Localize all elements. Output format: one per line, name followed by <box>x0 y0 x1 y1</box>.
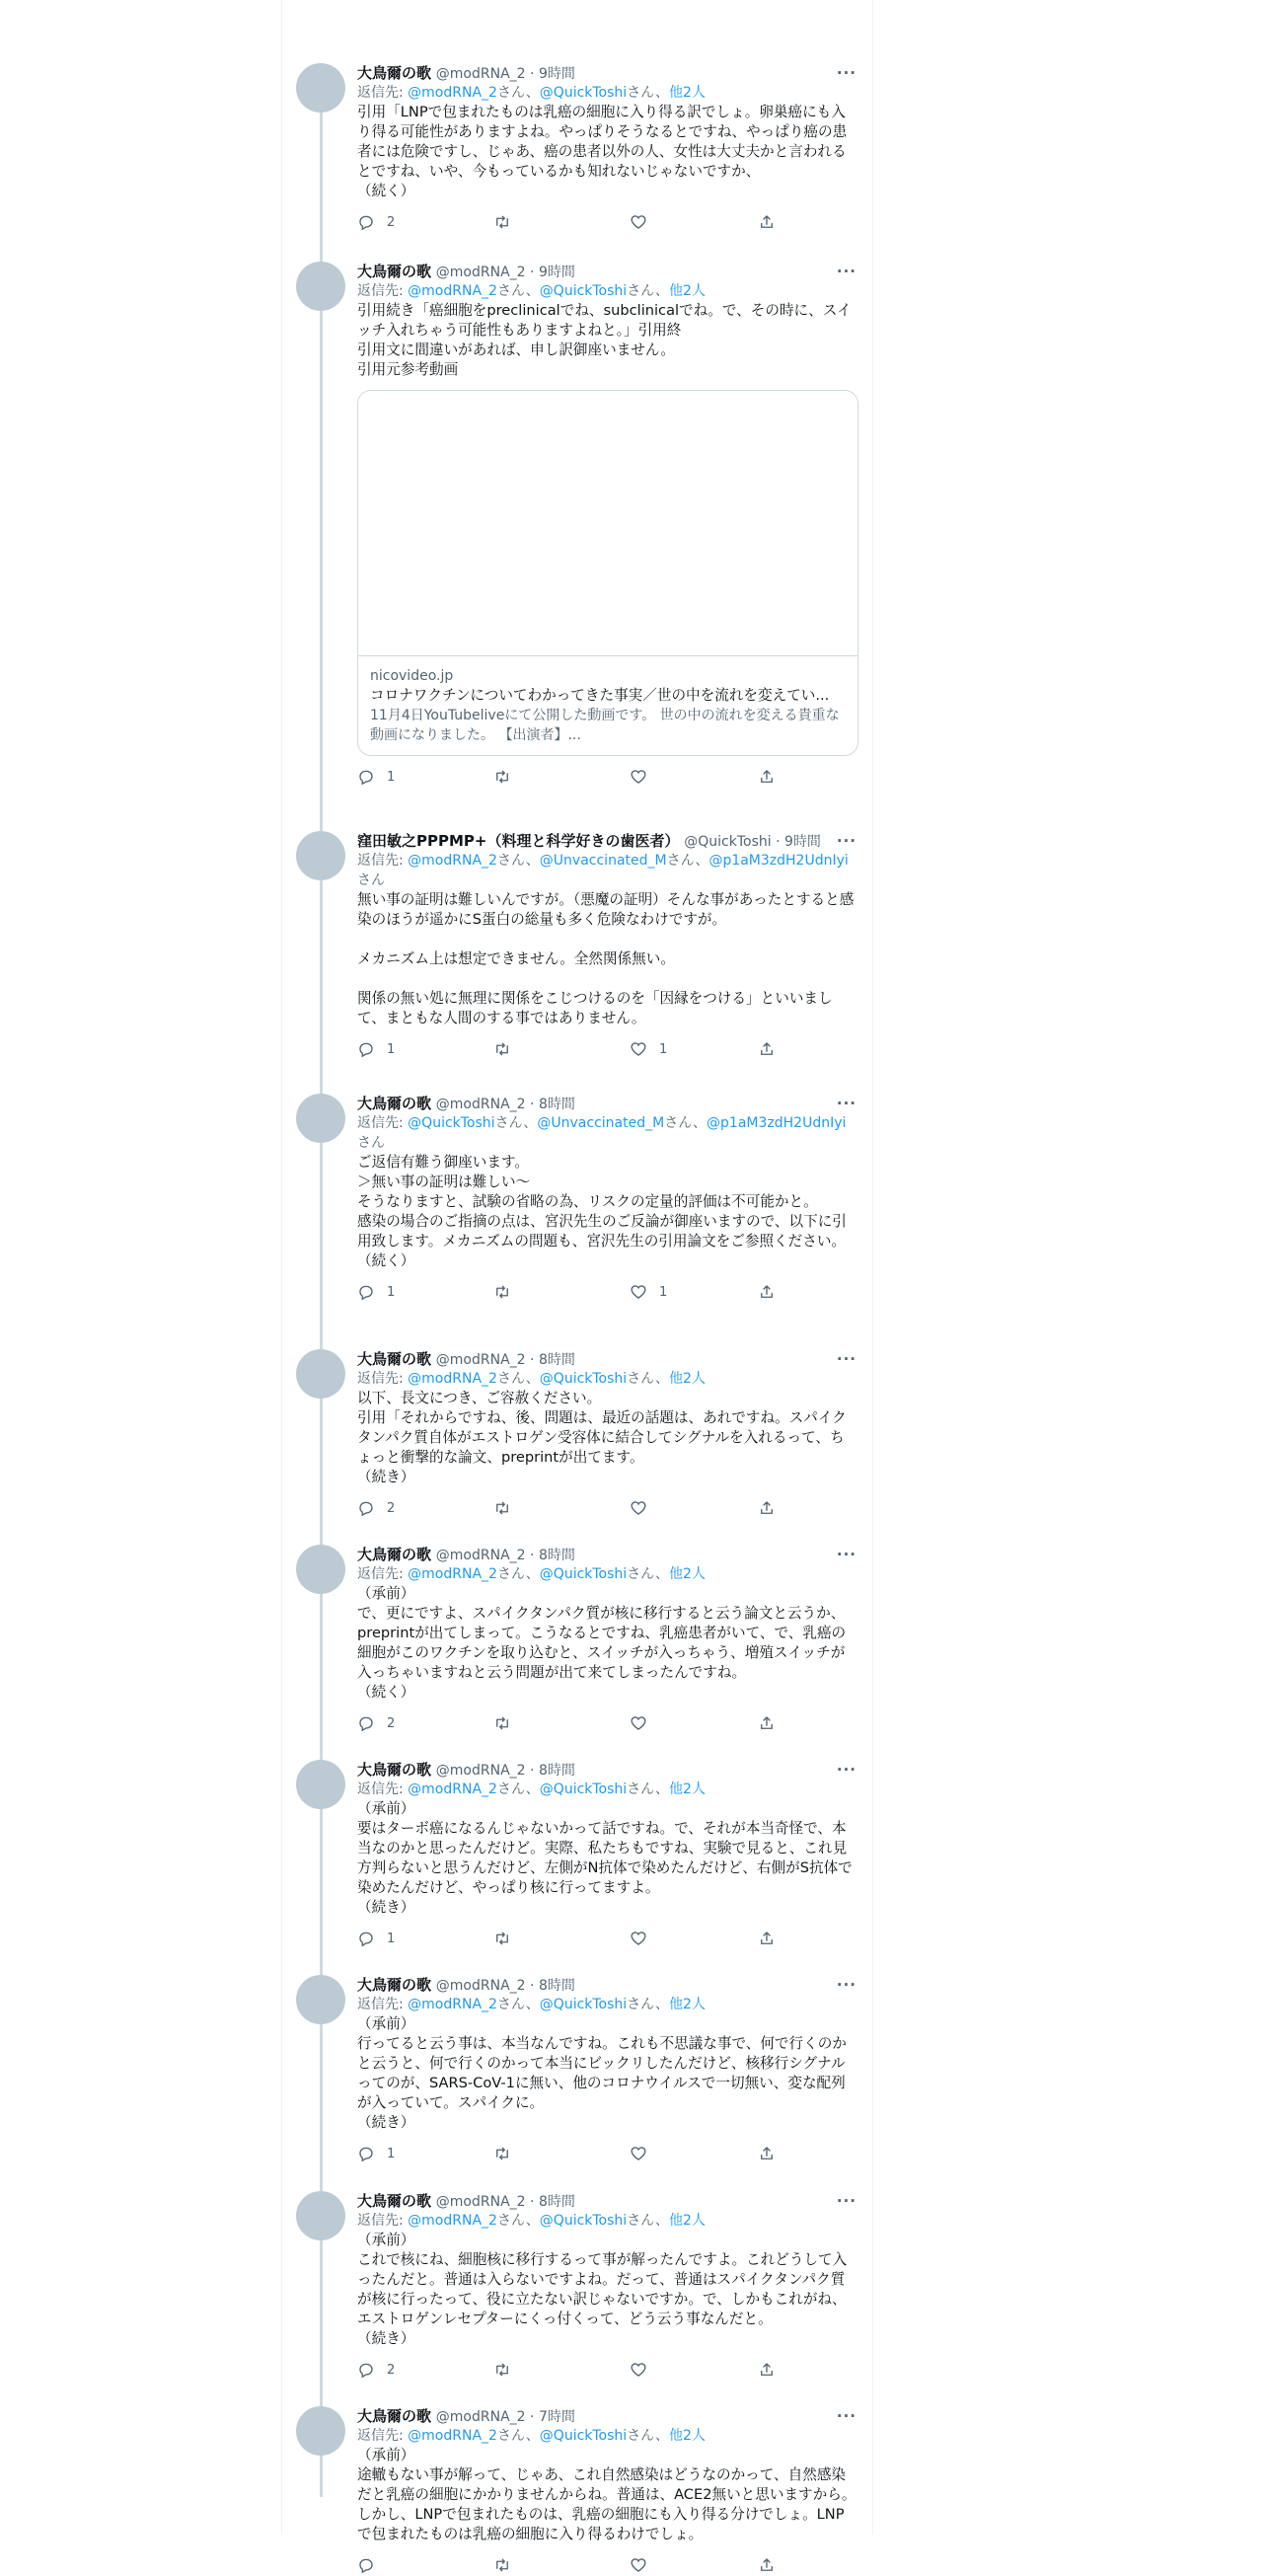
link-card-domain: nicovideo.jp <box>370 668 454 684</box>
retweet-button[interactable] <box>493 2554 523 2576</box>
mention-separator: 、 <box>525 853 540 869</box>
reply-count: 2 <box>387 2362 396 2378</box>
retweet-icon <box>493 213 511 231</box>
more-options-icon[interactable]: ··· <box>836 832 857 850</box>
reply-count: 2 <box>387 214 396 230</box>
mention-link[interactable]: @Unvaccinated_M <box>537 1115 665 1131</box>
link-card-title: コロナワクチンについてわかってきた事実／世の中を流れを変えてい... <box>370 687 830 704</box>
retweet-icon <box>493 1930 511 1947</box>
more-options-icon[interactable]: ··· <box>836 1976 857 1994</box>
mention-suffix: さん <box>496 283 526 299</box>
tweet-actions <box>357 1928 858 1949</box>
timestamp[interactable]: 8時間 <box>538 1763 575 1779</box>
more-options-icon[interactable]: ··· <box>836 263 857 280</box>
share-icon <box>758 213 776 231</box>
share-button[interactable] <box>758 1281 776 1303</box>
share-button[interactable] <box>758 211 776 233</box>
tweet-text: （承前） で、更にですよ、スパイクタンパク質が核に移行すると云う論文と云うか、preprintが出てしまって。こうなるとですね、乳癌患者がいて、で、乳癌の細胞がこのワクチンを取り込むと、スイッチが入っちゃう、増殖スイッチが入っちゃいますねと云う問題が出て来てしまったんですね。 （続く） <box>357 1585 847 1701</box>
share-button[interactable] <box>758 1038 776 1060</box>
heart-icon <box>630 1040 647 1058</box>
mention-suffix: さん <box>496 2213 526 2229</box>
separator-dot: · <box>525 2194 539 2210</box>
share-icon <box>758 768 776 786</box>
others-link[interactable]: 他2人 <box>669 283 706 299</box>
author-name[interactable]: 大鳥爾の歌 <box>357 1095 432 1112</box>
reply-to-label: 返信先: <box>357 1997 409 2012</box>
mention-suffix: さん <box>496 853 526 869</box>
heart-icon <box>630 1930 647 1947</box>
like-button[interactable] <box>630 211 659 233</box>
reply-to-label: 返信先: <box>357 283 409 299</box>
author-name[interactable]: 大鳥爾の歌 <box>357 1350 432 1368</box>
tweet-actions <box>357 1712 858 1734</box>
more-options-icon[interactable]: ··· <box>836 1546 857 1563</box>
separator-dot: · <box>525 1978 539 1994</box>
mention-link[interactable]: @modRNA_2 <box>408 283 497 299</box>
reply-button[interactable] <box>357 211 395 233</box>
retweet-button[interactable] <box>493 1712 523 1734</box>
avatar[interactable] <box>296 262 345 311</box>
tweet-actions <box>357 211 858 233</box>
mention-link[interactable]: @modRNA_2 <box>408 2213 497 2229</box>
share-button[interactable] <box>758 2143 776 2164</box>
share-icon <box>758 2361 776 2379</box>
mention-link[interactable]: @QuickToshi <box>539 1566 628 1582</box>
reply-to-line <box>357 1113 858 1153</box>
share-icon <box>758 1930 776 1947</box>
more-options-icon[interactable]: ··· <box>836 1761 857 1779</box>
author-name[interactable]: 大鳥爾の歌 <box>357 1546 432 1563</box>
mention-link[interactable]: @modRNA_2 <box>408 853 497 869</box>
timestamp[interactable]: 8時間 <box>538 1352 575 1368</box>
reply-to-line <box>357 1995 858 2014</box>
reply-to-line <box>357 281 858 301</box>
heart-icon <box>630 768 647 786</box>
mention-suffix: さん <box>627 1371 656 1387</box>
heart-icon <box>630 2361 647 2379</box>
more-options-icon[interactable]: ··· <box>836 1350 857 1368</box>
tweet-text: 無い事の証明は難しいんですが。（悪魔の証明）そんな事があったとすると感染のほうが遥かにS蛋白の総量も多く危険なわけですが。 メカニズム上は想定できません。全然関係無い。 関係の無い処に無理に関係をこじつけるのを「因縁をつける」といいまして、まともな人間のする事ではありません。 <box>357 891 855 1026</box>
like-button[interactable] <box>630 766 659 788</box>
separator-dot: · <box>771 834 785 850</box>
reply-to-line <box>357 2426 858 2446</box>
separator-dot: · <box>525 2409 539 2425</box>
link-card-description: 11月4日YouTubeliveにて公開した動画です。 世の中の流れを変える貴重な動画になりました。 【出演者】... <box>370 708 840 743</box>
thread-connector-line <box>320 109 323 2497</box>
separator-dot: · <box>525 1548 539 1563</box>
reply-to-line <box>357 1369 858 1389</box>
reply-to-line <box>357 1564 858 1584</box>
share-button[interactable] <box>758 2554 776 2576</box>
timestamp[interactable]: 9時間 <box>538 66 575 82</box>
heart-icon <box>630 2556 647 2574</box>
mention-suffix: さん <box>496 2428 526 2444</box>
retweet-icon <box>493 1714 511 1732</box>
mention-link[interactable]: @modRNA_2 <box>408 1781 497 1797</box>
separator-dot: · <box>525 66 539 82</box>
mention-link[interactable]: @QuickToshi <box>539 2213 628 2229</box>
tweet-actions <box>357 2143 858 2164</box>
mention-suffix: さん <box>627 283 656 299</box>
tweet-text: 以下、長文につき、ご容赦ください。 引用「それからですね、後、問題は、最近の話題は、あれですね。スパイクタンパク質自体がエストロゲン受容体に結合してシグナルを入れるって、ちょっと衝撃的な論文、preprintが出てます。 （続き） <box>357 1390 847 1485</box>
like-button[interactable] <box>630 1497 659 1519</box>
avatar[interactable] <box>296 831 345 880</box>
separator-dot: · <box>525 1352 539 1368</box>
author-handle[interactable]: @QuickToshi <box>684 834 772 850</box>
others-link[interactable]: 他2人 <box>669 1781 706 1797</box>
mention-suffix: さん <box>666 853 696 869</box>
more-options-icon[interactable]: ··· <box>836 1095 857 1112</box>
others-link[interactable]: 他2人 <box>669 1566 706 1582</box>
author-handle[interactable]: @modRNA_2 <box>435 1548 526 1563</box>
heart-icon <box>630 2145 647 2162</box>
mention-separator: 、 <box>655 85 670 101</box>
reply-count: 1 <box>387 1041 396 1057</box>
timestamp[interactable]: 8時間 <box>538 1097 575 1112</box>
author-handle[interactable]: @modRNA_2 <box>435 1097 526 1112</box>
tweet-text: （承前） 要はターボ癌になるんじゃないかって話ですね。で、それが本当奇怪で、本当なのかと思ったんだけど。実際、私たちもですね、実験で見ると、これ見方判らないと思うんだけど、左側がN抗体で染めたんだけど、右側がS抗体で染めたんだけど、やっぱり核に行ってますよ。 （続き） <box>357 1800 853 1916</box>
timestamp[interactable]: 7時間 <box>538 2409 575 2425</box>
mention-suffix: さん <box>496 85 526 101</box>
share-button[interactable] <box>758 766 776 788</box>
retweet-button[interactable] <box>493 1497 523 1519</box>
mention-suffix: さん <box>627 85 656 101</box>
reply-to-label: 返信先: <box>357 1115 409 1131</box>
mention-separator: 、 <box>655 1371 670 1387</box>
mention-link[interactable]: @QuickToshi <box>539 283 628 299</box>
author-handle[interactable]: @modRNA_2 <box>435 1352 526 1368</box>
author-handle[interactable]: @modRNA_2 <box>435 265 526 280</box>
tweet-text: （承前） これで核にね、細胞核に移行するって事が解ったんですよ。これどうして入ったんだと。普通は入らないですよね。だって、普通はスパイクタンパク質が核に行ったって、役に立たない訳じゃないですか。で、しかもこれがね、エストロゲンレセプターにくっ付くって、どう云う事なんだと。 （続き） <box>357 2232 848 2347</box>
tweet-text: （承前） 行ってると云う事は、本当なんですね。これも不思議な事で、何で行くのかと云うと、何で行くのかって本当にビックリしたんだけど、核移行シグナルってのが、SARS-CoV-1に無い、他のコロナウイルスで一切無い、変な配列が入っていて。スパイクに。 （続き） <box>357 2015 847 2131</box>
share-icon <box>758 1499 776 1517</box>
separator-dot: · <box>525 1097 539 1112</box>
retweet-button[interactable] <box>493 2359 523 2381</box>
mention-separator: 、 <box>693 1115 708 1131</box>
reply-to-label: 返信先: <box>357 1371 409 1387</box>
share-icon <box>758 1040 776 1058</box>
reply-to-label: 返信先: <box>357 853 409 869</box>
reply-icon <box>357 1499 375 1517</box>
mention-link[interactable]: @QuickToshi <box>539 1997 628 2012</box>
mention-separator: 、 <box>523 1115 538 1131</box>
like-count: 1 <box>659 1284 668 1300</box>
share-button[interactable] <box>758 2359 776 2381</box>
retweet-icon <box>493 2556 511 2574</box>
mention-link[interactable]: @p1aM3zdH2UdnIyi <box>707 1115 847 1131</box>
retweet-button[interactable] <box>493 2143 523 2164</box>
reply-to-line <box>357 2211 858 2231</box>
author-name[interactable]: 大鳥爾の歌 <box>357 1976 432 1994</box>
share-icon <box>758 2145 776 2162</box>
reply-to-label: 返信先: <box>357 2428 409 2444</box>
retweet-button[interactable] <box>493 211 523 233</box>
author-name[interactable]: 大鳥爾の歌 <box>357 2192 432 2210</box>
mention-separator: 、 <box>695 853 709 869</box>
tweet-actions <box>357 766 858 788</box>
like-button[interactable] <box>630 2143 659 2164</box>
share-button[interactable] <box>758 1928 776 1949</box>
tweet-actions <box>357 2554 858 2576</box>
reply-to-label: 返信先: <box>357 1566 409 1582</box>
reply-icon <box>357 213 375 231</box>
mention-suffix: さん <box>664 1115 694 1131</box>
retweet-button[interactable] <box>493 1281 523 1303</box>
author-name[interactable]: 大鳥爾の歌 <box>357 263 432 280</box>
mention-suffix: さん <box>627 1997 656 2012</box>
mention-separator: 、 <box>525 2428 540 2444</box>
avatar[interactable] <box>296 1349 345 1399</box>
mention-suffix: さん <box>496 1371 526 1387</box>
reply-icon <box>357 768 375 786</box>
tweet-text: ご返信有難う御座います。 ＞無い事の証明は難しい～ そうなりますと、試験の省略の為、リスクの定量的評価は不可能かと。 感染の場合のご指摘の点は、宮沢先生のご反論が御座いますので、以下に引用致します。メカニズムの問題も、宮沢先生の引用論文をご参照ください。 （続く） <box>357 1154 847 1269</box>
author-handle[interactable]: @modRNA_2 <box>435 2194 526 2210</box>
tweet-text: （承前） 途轍もない事が解って、じゃあ、これ自然感染はどうなのかって、自然感染だと乳癌の細胞にかかりませんからね。普通は、ACE2無いと思いますから。しかし、LNPで包まれたものは、乳癌の細胞にも入り得る分けでしょ。LNPで包まれたものは乳癌の細胞に入り得るわけでしょ。 <box>357 2447 857 2542</box>
tweet-actions <box>357 1497 858 1519</box>
retweet-icon <box>493 2361 511 2379</box>
author-handle[interactable]: @modRNA_2 <box>435 1763 526 1779</box>
author-handle[interactable]: @modRNA_2 <box>435 66 526 82</box>
reply-button[interactable] <box>357 2143 395 2164</box>
mention-suffix: さん <box>496 1566 526 1582</box>
reply-button[interactable] <box>357 1038 395 1060</box>
reply-button[interactable] <box>357 1712 395 1734</box>
retweet-icon <box>493 1283 511 1301</box>
share-button[interactable] <box>758 1497 776 1519</box>
mention-link[interactable]: @p1aM3zdH2UdnIyi <box>708 853 849 869</box>
reply-button[interactable] <box>357 2359 395 2381</box>
mention-link[interactable]: @QuickToshi <box>539 1371 628 1387</box>
reply-button[interactable] <box>357 766 395 788</box>
reply-icon <box>357 1714 375 1732</box>
mention-link[interactable]: @modRNA_2 <box>408 1566 497 1582</box>
reply-count: 1 <box>387 2146 396 2161</box>
reply-button[interactable] <box>357 2554 387 2576</box>
mention-separator: 、 <box>525 1371 540 1387</box>
mention-suffix: さん <box>627 2213 656 2229</box>
mention-link[interactable]: @modRNA_2 <box>408 1997 497 2012</box>
others-link[interactable]: 他2人 <box>669 85 706 101</box>
mention-link[interactable]: @Unvaccinated_M <box>539 853 667 869</box>
reply-icon <box>357 1930 375 1947</box>
mention-suffix: さん <box>496 1781 526 1797</box>
author-name[interactable]: 大鳥爾の歌 <box>357 64 432 82</box>
avatar[interactable] <box>296 2406 345 2456</box>
others-link[interactable]: 他2人 <box>669 2213 706 2229</box>
retweet-button[interactable] <box>493 1928 523 1949</box>
tweet-text: 引用続き「癌細胞をpreclinicalでね、subclinicalでね。で、その時に、スイッチ入れちゃう可能性もありますよねと。」引用終 引用文に間違いがあれば、申し訳御座いません。 引用元参考動画 <box>357 302 852 378</box>
mention-suffix: さん <box>357 872 385 888</box>
avatar[interactable] <box>296 1094 345 1143</box>
like-button[interactable] <box>630 2554 659 2576</box>
author-handle[interactable]: @modRNA_2 <box>435 2409 526 2425</box>
reply-count: 2 <box>387 1500 396 1516</box>
retweet-icon <box>493 1040 511 1058</box>
author-name[interactable]: 大鳥爾の歌 <box>357 1761 432 1779</box>
timestamp[interactable]: 8時間 <box>538 1978 575 1994</box>
like-button[interactable] <box>630 1928 659 1949</box>
heart-icon <box>630 1283 647 1301</box>
others-link[interactable]: 他2人 <box>669 1371 706 1387</box>
mention-suffix: さん <box>627 2428 656 2444</box>
mention-link[interactable]: @modRNA_2 <box>408 85 497 101</box>
author-handle[interactable]: @modRNA_2 <box>435 1978 526 1994</box>
mention-separator: 、 <box>525 85 540 101</box>
like-count: 1 <box>659 1041 668 1057</box>
mention-separator: 、 <box>525 1566 540 1582</box>
reply-to-label: 返信先: <box>357 1781 409 1797</box>
heart-icon <box>630 1714 647 1732</box>
reply-to-line <box>357 851 858 890</box>
like-button[interactable] <box>630 1712 659 1734</box>
mention-suffix: さん <box>494 1115 524 1131</box>
mention-link[interactable]: @QuickToshi <box>539 1781 628 1797</box>
reply-button[interactable] <box>357 1497 395 1519</box>
reply-icon <box>357 2556 375 2574</box>
others-link[interactable]: 他2人 <box>669 2428 706 2444</box>
author-name[interactable]: 大鳥爾の歌 <box>357 2407 432 2425</box>
more-options-icon[interactable]: ··· <box>836 64 857 82</box>
reply-to-line <box>357 83 858 103</box>
tweet-actions <box>357 2359 858 2381</box>
share-button[interactable] <box>758 1712 776 1734</box>
timestamp[interactable]: 9時間 <box>784 834 821 850</box>
mention-separator: 、 <box>655 1781 670 1797</box>
avatar[interactable] <box>296 63 345 113</box>
reply-button[interactable] <box>357 1928 395 1949</box>
timestamp[interactable]: 8時間 <box>538 1548 575 1563</box>
mention-suffix: さん <box>496 1997 526 2012</box>
like-button[interactable] <box>630 2359 659 2381</box>
share-icon <box>758 1714 776 1732</box>
reply-count: 1 <box>387 1931 396 1946</box>
mention-separator: 、 <box>525 1997 540 2012</box>
tweet-text: 引用「LNPで包まれたものは乳癌の細胞に入り得る訳でしょ。卵巣癌にも入り得る可能性がありますよね。やっぱりそうなるとですね、やっぱり癌の患者には危険ですし、じゃあ、癌の患者以外の人、女性は大丈夫かと言われるとですね、いや、今もっているかも知れないじゃないですか、 （続く） <box>357 104 848 199</box>
link-card-thumbnail <box>358 391 857 656</box>
mention-separator: 、 <box>655 2213 670 2229</box>
reply-to-label: 返信先: <box>357 85 409 101</box>
reply-count: 2 <box>387 1715 396 1731</box>
mention-link[interactable]: @QuickToshi <box>539 85 628 101</box>
like-button[interactable] <box>630 1038 667 1060</box>
mention-separator: 、 <box>525 2213 540 2229</box>
author-name[interactable]: 窪田敏之PPPMP+（料理と科学好きの歯医者） <box>357 832 680 850</box>
avatar[interactable] <box>296 1975 345 2024</box>
mention-suffix: さん <box>627 1566 656 1582</box>
retweet-icon <box>493 1499 511 1517</box>
reply-icon <box>357 2145 375 2162</box>
reply-count: 1 <box>387 769 396 785</box>
retweet-icon <box>493 2145 511 2162</box>
mention-separator: 、 <box>655 1997 670 2012</box>
share-icon <box>758 2556 776 2574</box>
avatar[interactable] <box>296 2191 345 2240</box>
retweet-button[interactable] <box>493 766 523 788</box>
mention-link[interactable]: @modRNA_2 <box>408 1371 497 1387</box>
mention-separator: 、 <box>525 283 540 299</box>
mention-link[interactable]: @QuickToshi <box>539 2428 628 2444</box>
separator-dot: · <box>525 265 539 280</box>
others-link[interactable]: 他2人 <box>669 1997 706 2012</box>
mention-link[interactable]: @QuickToshi <box>408 1115 495 1131</box>
mention-suffix: さん <box>357 1135 385 1151</box>
timestamp[interactable]: 8時間 <box>538 2194 575 2210</box>
mention-separator: 、 <box>655 283 670 299</box>
avatar[interactable] <box>296 1760 345 1809</box>
heart-icon <box>630 1499 647 1517</box>
separator-dot: · <box>525 1763 539 1779</box>
reply-to-label: 返信先: <box>357 2213 409 2229</box>
retweet-icon <box>493 768 511 786</box>
reply-icon <box>357 1283 375 1301</box>
mention-separator: 、 <box>655 2428 670 2444</box>
like-button[interactable] <box>630 1281 667 1303</box>
avatar[interactable] <box>296 1545 345 1594</box>
reply-button[interactable] <box>357 1281 395 1303</box>
retweet-button[interactable] <box>493 1038 523 1060</box>
reply-to-line <box>357 1780 858 1799</box>
reply-count: 1 <box>387 1284 396 1300</box>
more-options-icon[interactable]: ··· <box>836 2407 857 2425</box>
mention-separator: 、 <box>525 1781 540 1797</box>
tweet-actions <box>357 1038 858 1060</box>
tweet-actions <box>357 1281 858 1303</box>
heart-icon <box>630 213 647 231</box>
mention-separator: 、 <box>655 1566 670 1582</box>
reply-icon <box>357 2361 375 2379</box>
mention-link[interactable]: @modRNA_2 <box>408 2428 497 2444</box>
more-options-icon[interactable]: ··· <box>836 2192 857 2210</box>
mention-suffix: さん <box>627 1781 656 1797</box>
link-card[interactable] <box>357 390 858 756</box>
reply-icon <box>357 1040 375 1058</box>
share-icon <box>758 1283 776 1301</box>
timestamp[interactable]: 9時間 <box>538 265 575 280</box>
